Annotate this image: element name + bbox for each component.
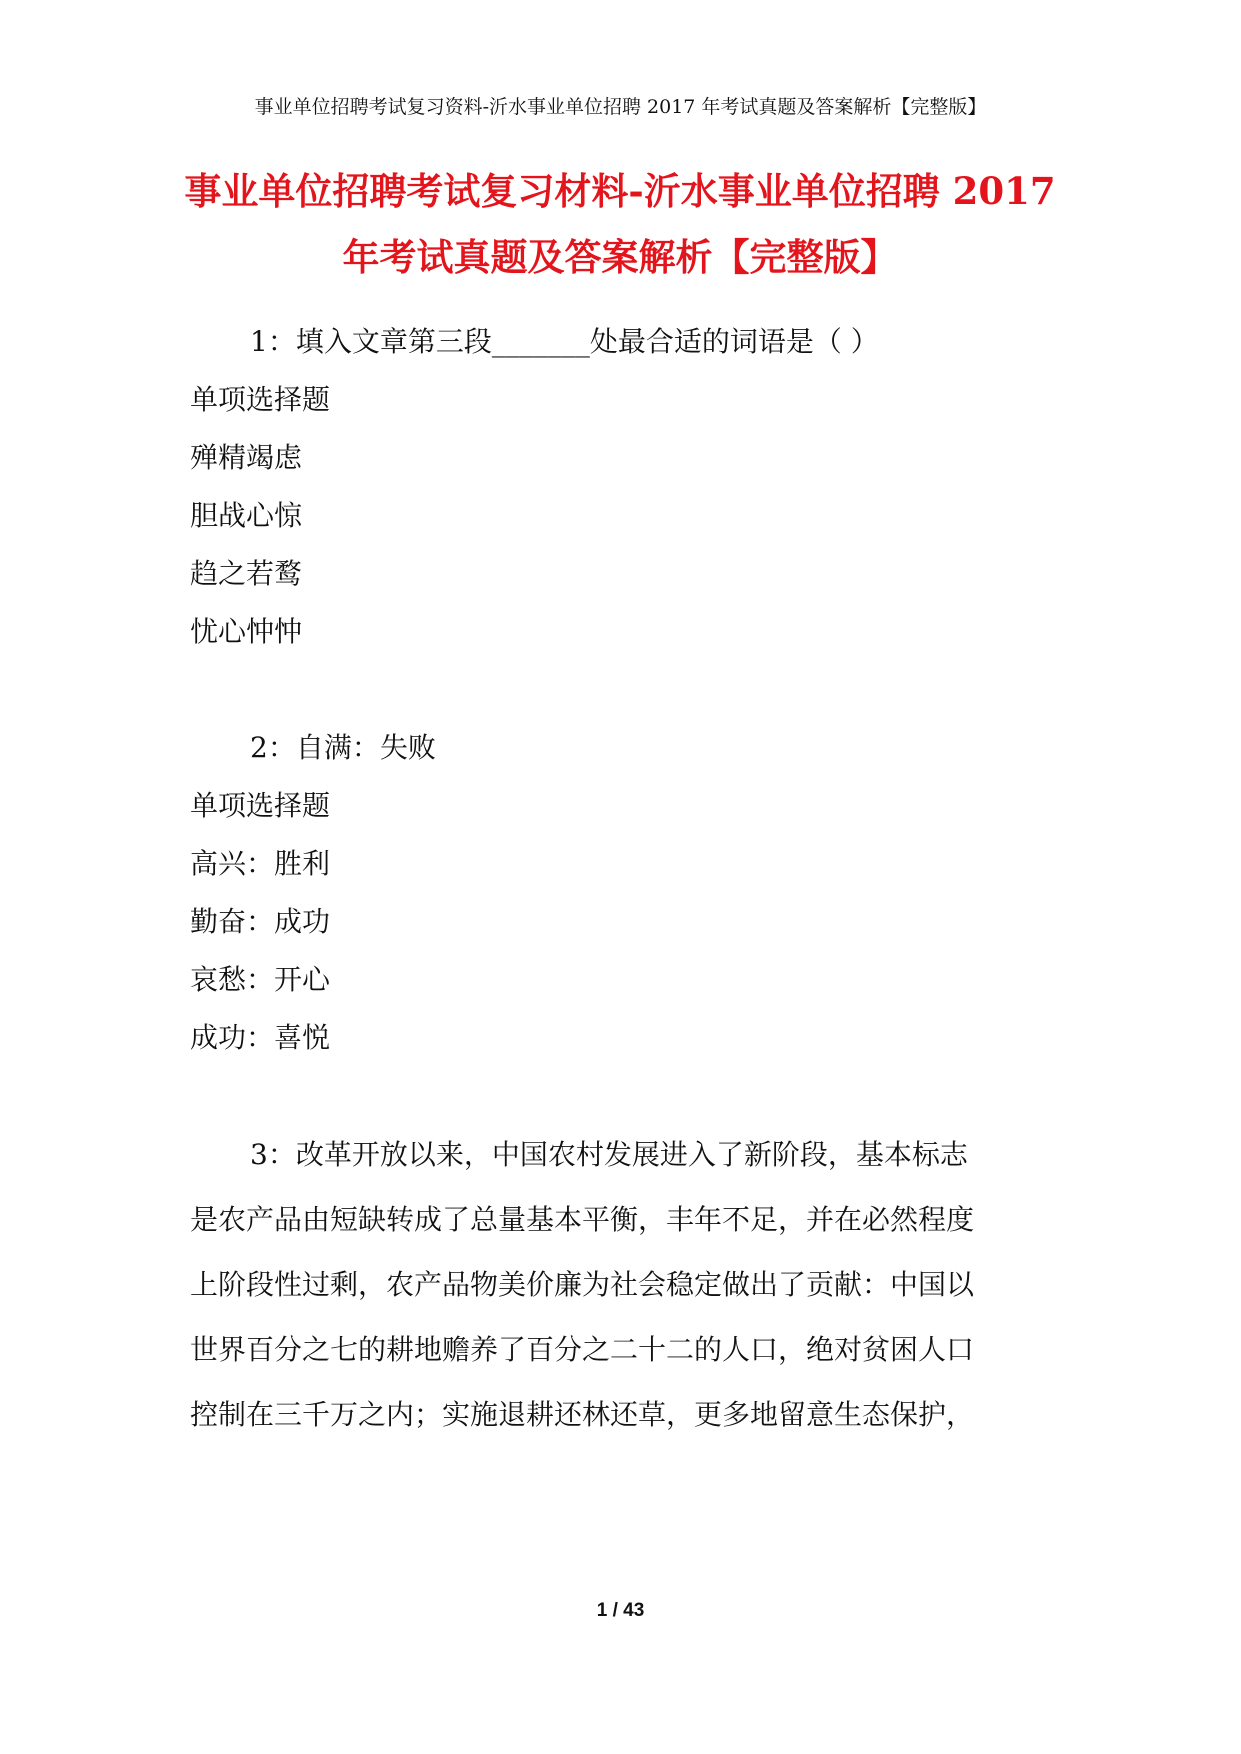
question-2-option-a: 高兴：胜利 [190,847,331,880]
running-header: 事业单位招聘考试复习资料-沂水事业单位招聘 2017 年考试真题及答案解析【完整版】 [254,96,987,118]
question-3-line: 世界百分之七的耕地赡养了百分之二十二的人口，绝对贫困人口 [190,1333,975,1366]
question-3-line: 上阶段性过剩，农产品物美价廉为社会稳定做出了贡献：中国以 [190,1268,975,1301]
question-3-paragraph [190,1122,1070,1447]
question-3-line: 3：改革开放以来，中国农村发展进入了新阶段，基本标志 [250,1138,968,1171]
title-line-2: 年考试真题及答案解析【完整版】 [342,235,898,279]
title-line-1: 事业单位招聘考试复习材料-沂水事业单位招聘 2017 [184,169,1056,213]
question-1-option-a: 殚精竭虑 [190,441,303,474]
question-2-option-d: 成功：喜悦 [190,1021,331,1054]
page-number: 1 / 43 [596,1600,645,1621]
question-1-type: 单项选择题 [190,383,331,416]
question-2-stem: 2：自满：失败 [250,731,436,764]
question-2-option-c: 哀愁：开心 [190,963,331,996]
question-3-line: 控制在三千万之内；实施退耕还林还草，更多地留意生态保护， [190,1398,975,1431]
question-2-type: 单项选择题 [190,789,331,822]
question-1-option-b: 胆战心惊 [190,499,303,532]
question-1-stem: 1：填入文章第三段_______处最合适的词语是（ ） [250,325,879,358]
document-title [150,158,1090,290]
question-2-option-b: 勤奋：成功 [190,905,331,938]
question-3-line: 是农产品由短缺转成了总量基本平衡，丰年不足，并在必然程度 [190,1203,975,1236]
question-1-option-c: 趋之若鹜 [190,557,303,590]
question-1-option-d: 忧心忡忡 [190,615,303,648]
